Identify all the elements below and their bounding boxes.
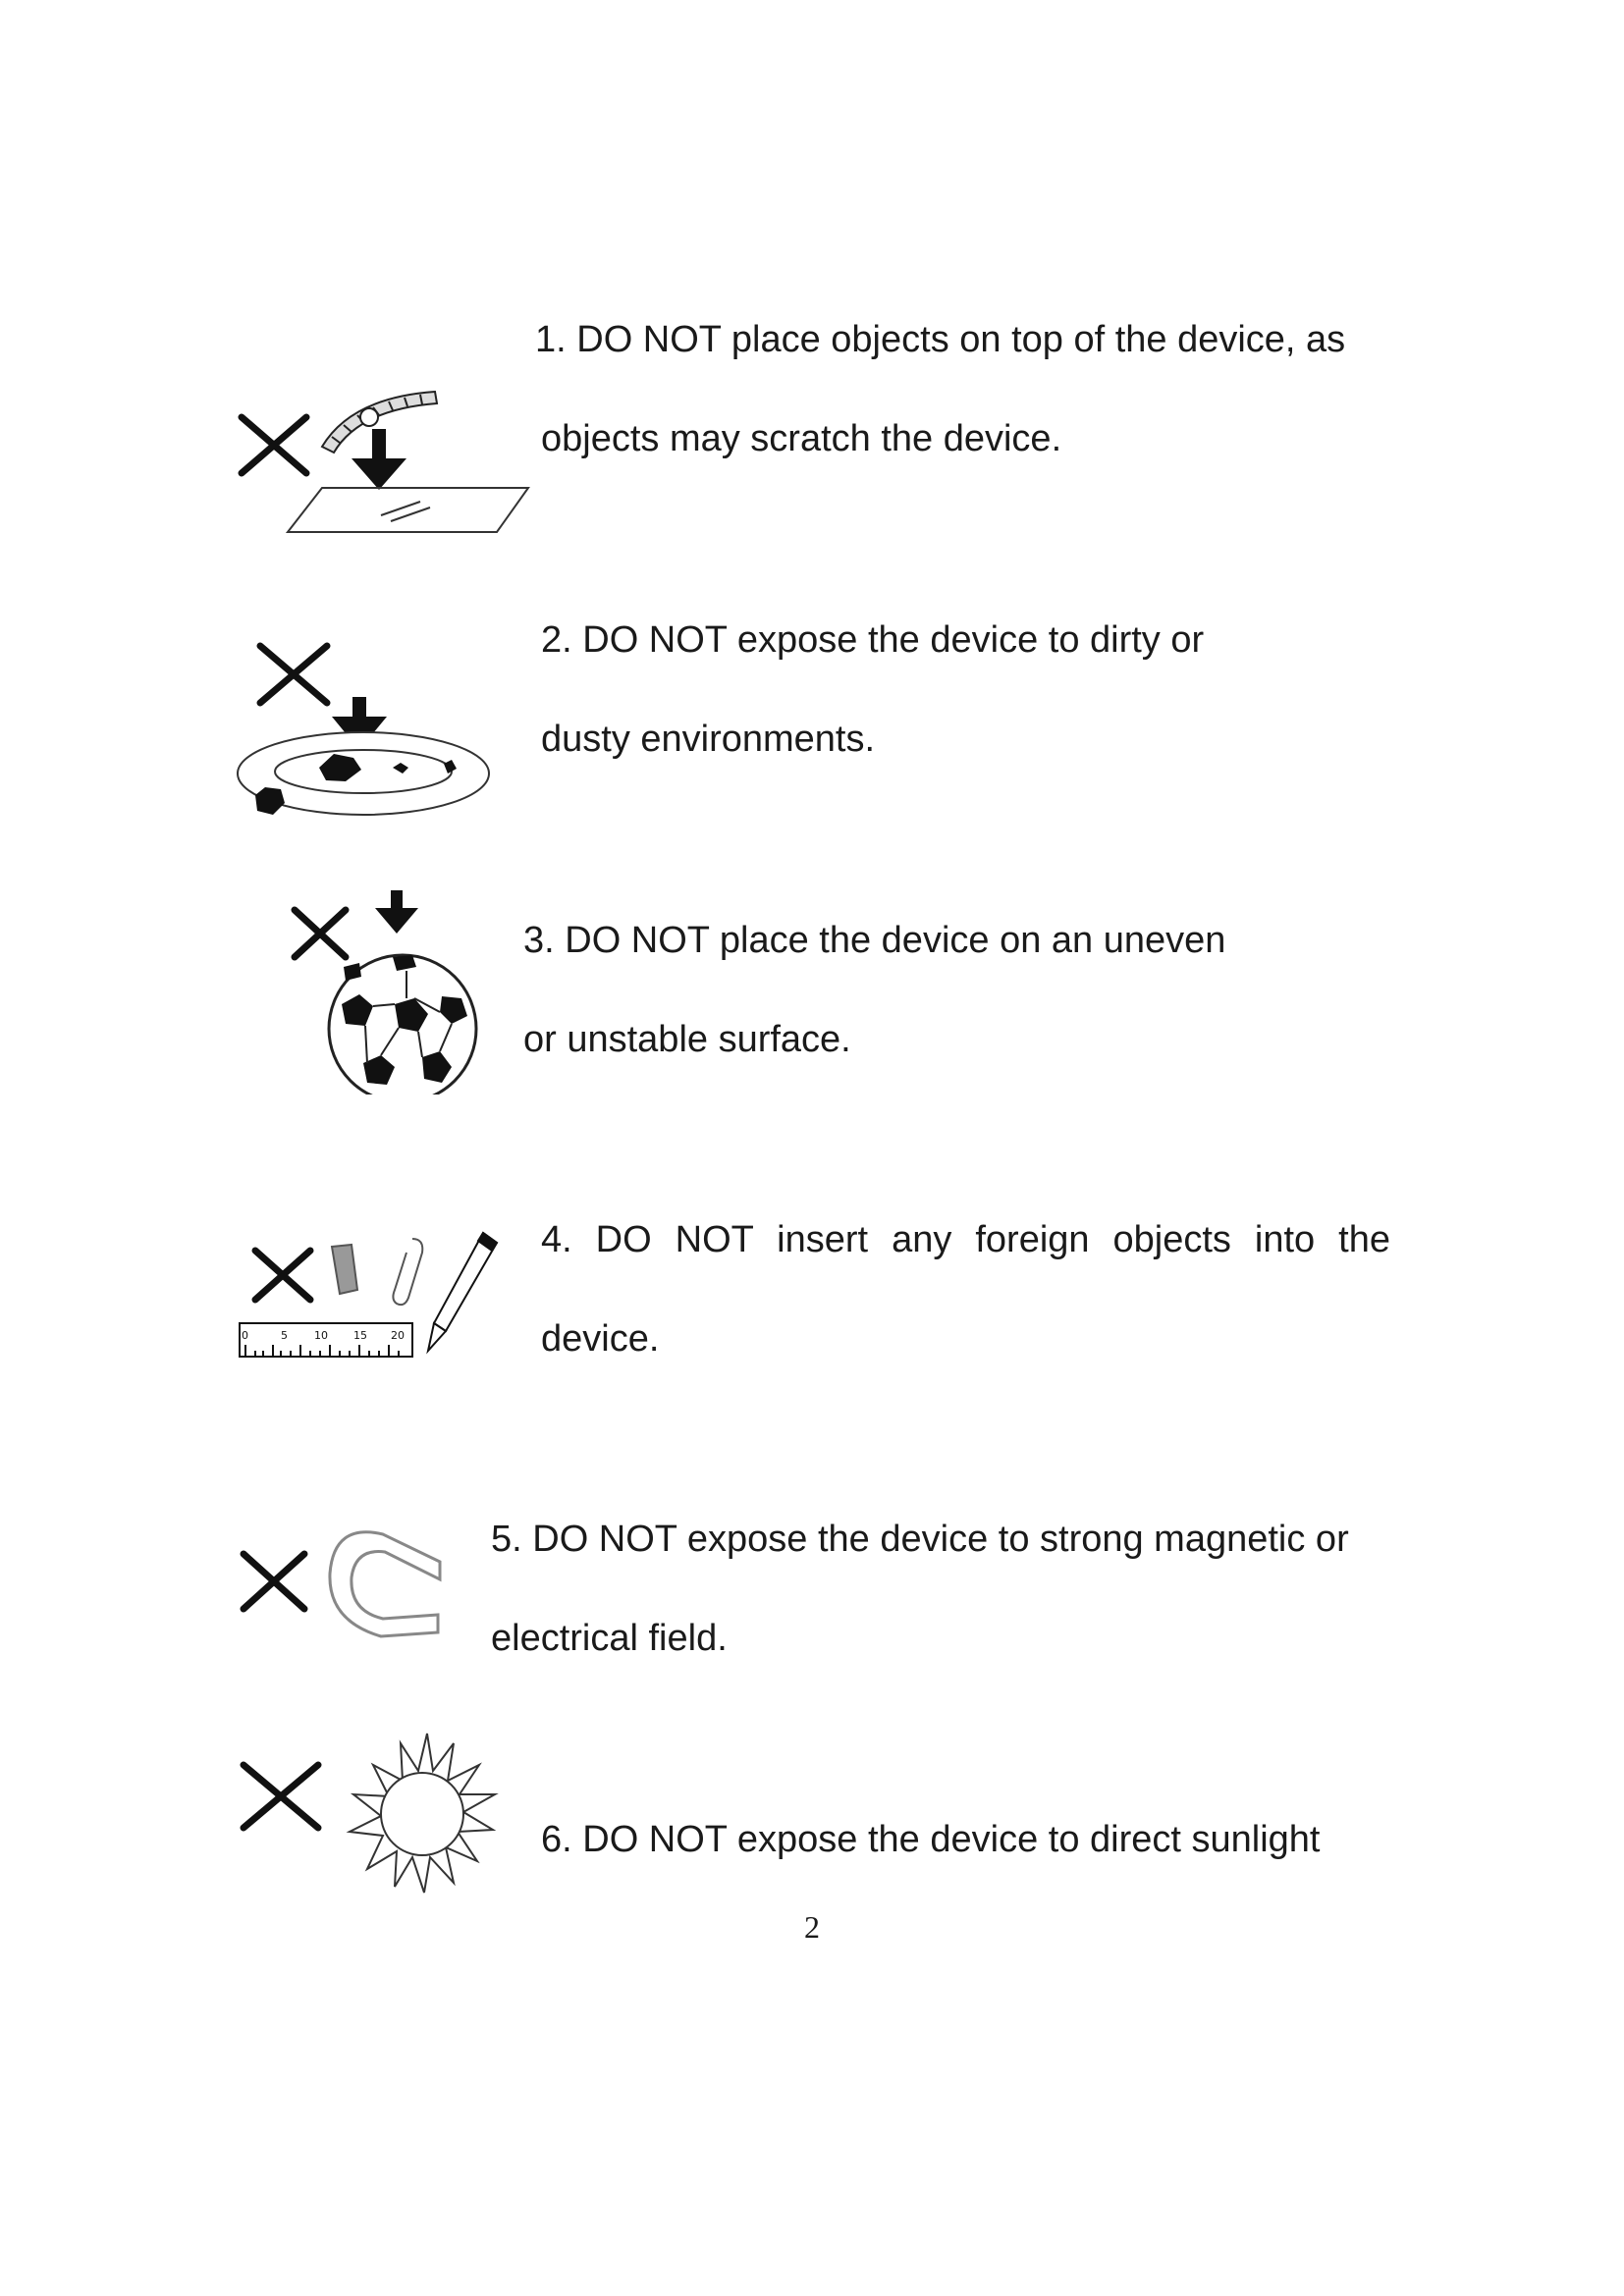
- ruler-label: 10: [314, 1329, 328, 1342]
- item-1-line-1: 1. DO NOT place objects on top of the device, as: [535, 319, 1346, 360]
- down-arrow-icon: [352, 429, 406, 490]
- ruler-icon: [240, 1323, 412, 1357]
- sunlight-warning-icon: [236, 1730, 501, 1896]
- ruler-label: 0: [242, 1329, 248, 1342]
- item-1-line-2: objects may scratch the device.: [541, 418, 1062, 459]
- item-5-line-1: 5. DO NOT expose the device to strong magnetic or: [491, 1519, 1349, 1560]
- ruler-label: 20: [391, 1329, 405, 1342]
- pencil-icon: [428, 1233, 497, 1351]
- scratch-warning-icon: [234, 378, 538, 535]
- item-3-line-2: or unstable surface.: [523, 1019, 851, 1060]
- x-mark-icon: [242, 417, 306, 473]
- paper-scrap-icon: [332, 1245, 357, 1294]
- item-2-line-2: dusty environments.: [541, 719, 876, 760]
- horseshoe-magnet-icon: [330, 1532, 440, 1636]
- foreign-objects-warning-icon: [236, 1229, 501, 1366]
- paper-clip-icon: [393, 1239, 422, 1305]
- ruler-label: 15: [353, 1329, 367, 1342]
- down-arrow-icon: [375, 890, 418, 934]
- device-surface-icon: [288, 488, 528, 532]
- item-3-line-1: 3. DO NOT place the device on an uneven: [523, 920, 1226, 961]
- item-2-line-1: 2. DO NOT expose the device to dirty or: [541, 619, 1205, 661]
- item-4-line-2: device.: [541, 1318, 660, 1360]
- x-mark-icon: [244, 1765, 318, 1828]
- sun-icon: [350, 1734, 495, 1893]
- soccer-ball-icon: [329, 955, 476, 1095]
- dust-warning-icon: [236, 638, 501, 825]
- item-5-line-2: electrical field.: [491, 1618, 728, 1659]
- page-number: 2: [804, 1909, 820, 1945]
- ruler-label: 5: [281, 1329, 288, 1342]
- x-mark-icon: [295, 910, 346, 957]
- x-mark-icon: [255, 1251, 310, 1300]
- unstable-surface-warning-icon: [285, 888, 491, 1095]
- magnet-warning-icon: [236, 1526, 452, 1644]
- dusty-plate-icon: [238, 732, 489, 815]
- item-6-line-1: 6. DO NOT expose the device to direct sunlight: [541, 1819, 1321, 1860]
- x-mark-icon: [244, 1554, 304, 1609]
- item-4-line-1: 4. DO NOT insert any foreign objects into the: [541, 1219, 1390, 1260]
- x-mark-icon: [260, 646, 327, 703]
